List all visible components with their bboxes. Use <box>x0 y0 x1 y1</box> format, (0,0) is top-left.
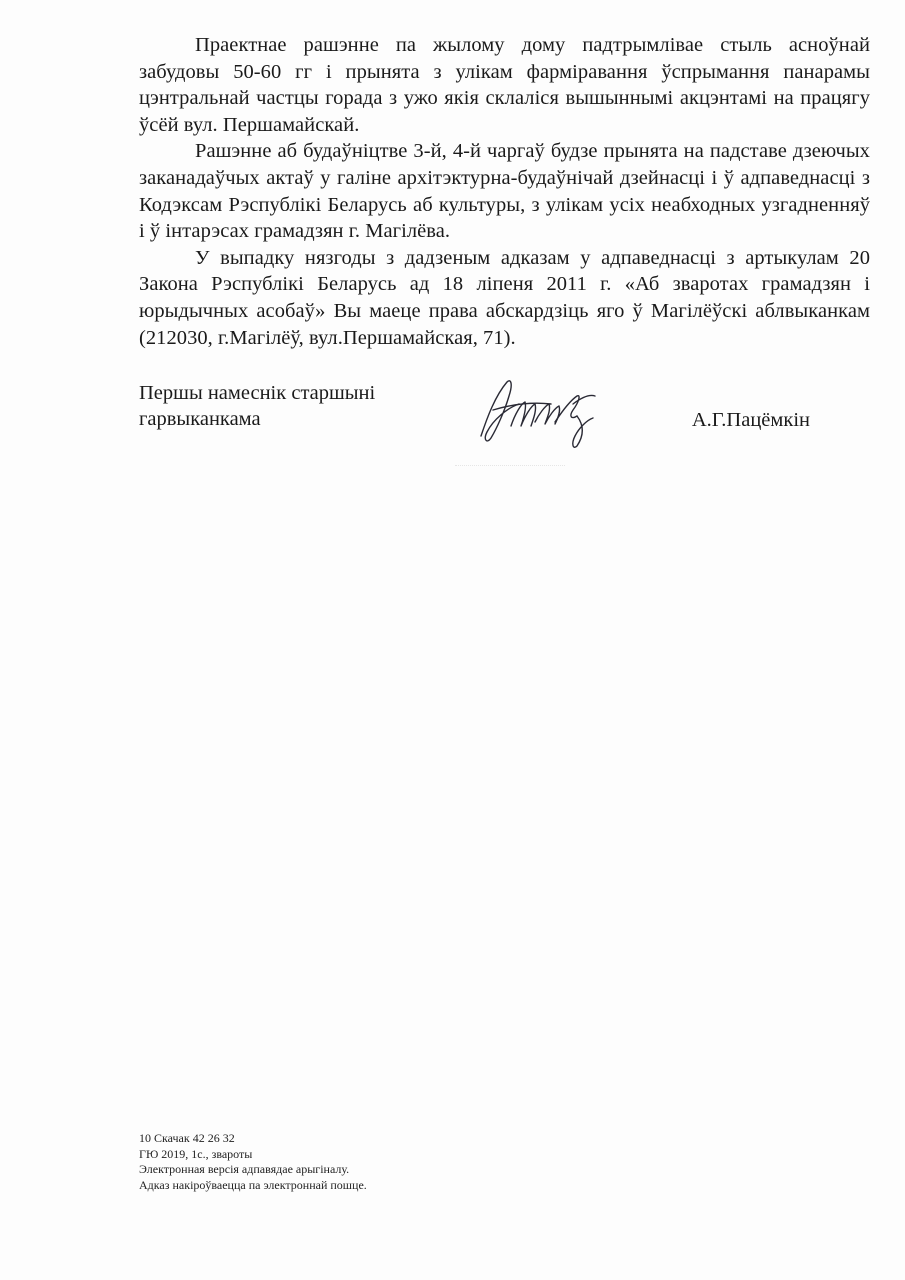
footer-delivery-line: Адказ накіроўваецца па электроннай пошце. <box>139 1177 367 1192</box>
signatory-name: А.Г.Пацёмкін <box>691 409 810 431</box>
footer-executor-line: 10 Скачак 42 26 32 <box>139 1131 235 1145</box>
letter-body <box>139 32 870 351</box>
paragraph-project-decision: Праектнае рашэнне па жылому дому падтрымлівае стыль асноўнай забудовы 50-60 гг і прынята з улікам фарміравання ўспрымання панарамы цэнтральнай частцы горада з ужо якія склаліся вышыннымі акцэнтамі на працягу ўсёй вул. Першамайскай. <box>139 34 870 136</box>
handwritten-signature <box>473 374 613 452</box>
scan-artifact <box>455 465 565 467</box>
footer-notes <box>139 1131 367 1193</box>
paragraph-construction-decision: Рашэнне аб будаўніцтве 3-й, 4-й чаргаў будзе прынята на падставе дзеючых заканадаўчых актаў у галіне архітэктурна-будаўнічай дзейнасці і ў адпаведнасці з Кодэксам Рэспублікі Беларусь аб культуры, з улікам усіх неабходных узгадненняў і ў інтарэсах грамадзян г. Магілёва. <box>139 140 870 243</box>
signatory-position: Першы намеснік старшыні гарвыканкама <box>139 382 376 430</box>
footer-registry-line: ГЮ 2019, 1с., звароты <box>139 1146 253 1161</box>
signature-block <box>139 380 870 460</box>
footer-electronic-version-line: Электронная версія адпавядае арыгіналу. <box>139 1162 350 1176</box>
paragraph-appeal-rights: У выпадку нязгоды з дадзеным адказам у адпаведнасці з артыкулам 20 Закона Рэспублікі Беларусь ад 18 ліпеня 2011 г. «Аб зваротах грамадзян і юрыдычных асобаў» Вы маеце права абскардзіць яго ў Магілёўскі аблвыканкам (212030, г.Магілёў, вул.Першамайская, 71). <box>139 246 870 349</box>
